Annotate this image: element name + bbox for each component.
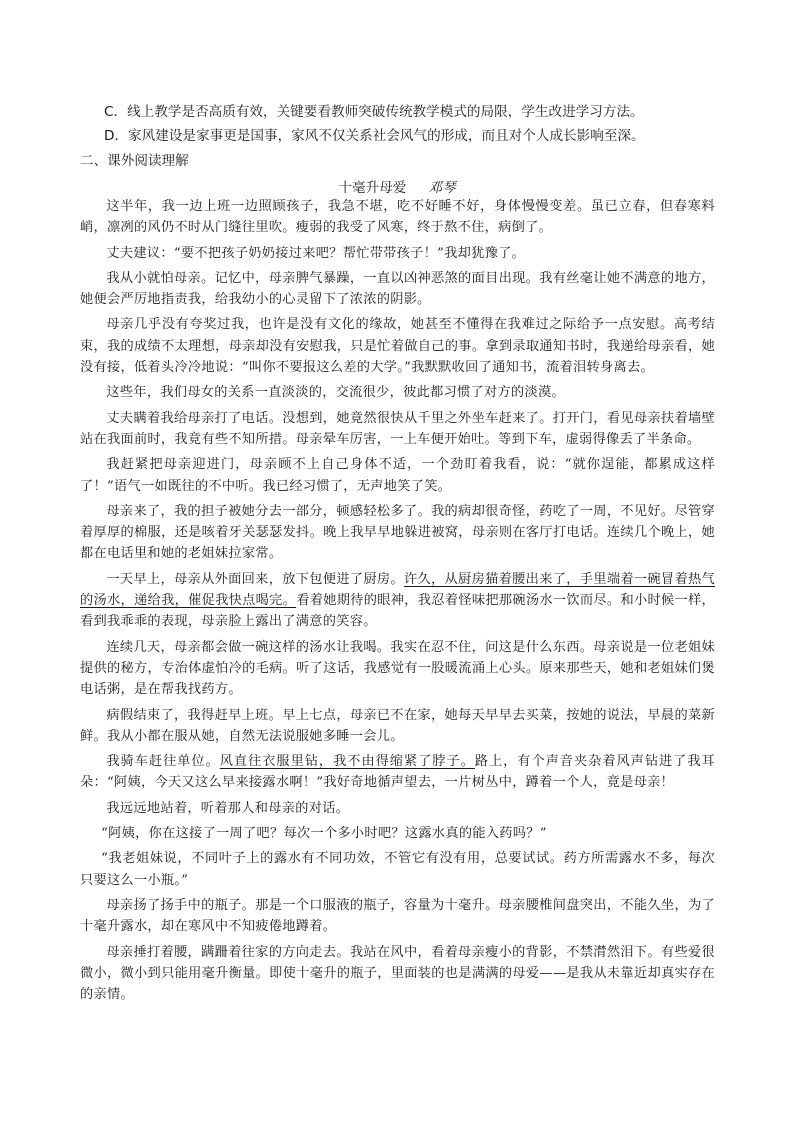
- option-c: C．线上教学是否高质有效，关键要看教师突破传统教学模式的局限，学生改进学习方法。: [104, 104, 644, 120]
- article-title-line: [0, 176, 794, 196]
- paragraph: 我远远地站着，听着那人和母亲的对话。: [106, 800, 350, 816]
- paragraph-text: 路上，有个声音夹杂着风声钻进了我耳朵：“阿姨，今天又这么早来接露水啊！”我好奇地循声望去，一片树丛中，蹲着一个人，竟是母亲！: [80, 754, 715, 791]
- paragraph: 母亲扬了扬手中的瓶子。那是一个口服液的瓶子，容量为十毫升。母亲腰椎间盘突出，不能久坐，为了十毫升露水，却在寒风中不知疲倦地蹲着。: [80, 897, 715, 935]
- paragraph-text: 我骑车赶往单位。: [106, 754, 220, 770]
- article-body: [80, 196, 715, 1009]
- paragraph: 我赶紧把母亲迎进门，母亲顾不上自己身体不适，一个劲盯着我看，说：“就你逞能，都累成这样了！”语气一如既往的不中听。我已经习惯了，无声地笑了笑。: [80, 457, 715, 494]
- paragraph: “我老姐妹说，不同叶子上的露水有不同功效，不管它有没有用，总要试试。药方所需露水不多，每次只要这么一小瓶。”: [80, 851, 715, 888]
- paragraph: 连续几天，母亲都会做一碗这样的汤水让我喝。我实在忍不住，问这是什么东西。母亲说是一位老姐妹提供的秘方，专治体虚怕冷的毛病。听了这话，我感觉有一股暖流涌上心头。原来那些天，她和老姐妹们煲电话粥，是在帮我找药方。: [80, 639, 715, 698]
- paragraph: 这些年，我们母女的关系一直淡淡的，交流很少，彼此都习惯了对方的淡漠。: [106, 385, 565, 401]
- paragraph: “阿姨，你在这接了一周了吧？每次一个多小时吧？这露水真的能入药吗？”: [101, 826, 547, 842]
- paragraph-text: 一天早上，母亲从外面回来，放下包便进了厨房。: [106, 571, 404, 587]
- paragraph: [80, 751, 715, 794]
- paragraph: 病假结束了，我得赶早上班。早上七点，母亲已不在家，她每天早早去买菜，按她的说法，早晨的菜新鲜。我从小都在服从她，自然无法说服她多睡一会儿。: [80, 707, 715, 744]
- paragraph: 这半年，我一边上班一边照顾孩子，我急不堪，吃不好睡不好，身体慢慢变差。虽已立春，但春寒料峭，凛冽的风仍不时从门缝往里吹。瘦弱的我受了风寒，终于熬不住，病倒了。: [80, 199, 715, 236]
- paragraph: [80, 569, 715, 633]
- paragraph: 丈夫瞒着我给母亲打了电话。没想到，她竟然很快从千里之外坐车赶来了。打开门，看见母亲扶着墙壁站在我面前时，我竟有些不知所措。母亲晕车厉害，一上车便开始吐。等到下车，虚弱得像丢了半条命。: [80, 410, 715, 447]
- paragraph: 母亲来了，我的担子被她分去一部分，顿感轻松多了。我的病却很奇怪，药吃了一周，不见好。尽管穿着厚厚的棉服，还是咳着牙关瑟瑟发抖。晚上我早早地躲进被窝，母亲则在客厅打电话。连续几个晚上，她都在电话里和她的老姐妹拉家常。: [80, 503, 715, 562]
- section-heading: 二、课外阅读理解: [80, 153, 189, 169]
- paragraph-text: 看着她期待的眼神，我忍着怪味把那碗汤水一饮而尽。和小时候一样，看到我乖乖的表现，母亲脸上露出了满意的笑容。: [80, 593, 715, 630]
- underlined-sentence: 许久，从厨房猫着腰出来了，手里端着一碗冒着热气的汤水，递给我，催促我快点喝完。: [80, 571, 715, 609]
- paragraph: 母亲捶打着腰，蹒跚着往家的方向走去。我站在风中，看着母亲瘦小的背影，不禁潸然泪下。有些爱很微小，微小到只能用毫升衡量。即使十毫升的瓶子，里面装的也是满满的母爱——是我从未靠近却真实存在的亲情。: [80, 944, 715, 1003]
- article-author: 邓琴: [428, 180, 456, 196]
- paragraph: 丈夫建议：“要不把孩子奶奶接过来吧？帮忙带带孩子！”我却犹豫了。: [106, 245, 526, 261]
- paragraph: 母亲几乎没有夸奖过我，也许是没有文化的缘故，她甚至不懂得在我难过之际给予一点安慰。高考结束，我的成绩不太理想，母亲却没有安慰我，只是忙着做自己的事。拿到录取通知书时，我递给母亲看，她没有接，低着头冷冷地说：“叫你不要报这么差的大学。”我默默收回了通知书，流着泪转身离去。: [80, 317, 715, 376]
- article-title: 十毫升母爱: [338, 180, 407, 196]
- underlined-sentence: 风直往衣服里钻，我不由得缩紧了脖子。: [219, 754, 475, 770]
- paragraph: 我从小就怕母亲。记忆中，母亲脾气暴躁，一直以凶神恶煞的面目出现。我有丝毫让她不满意的地方，她便会严厉地指责我，给我幼小的心灵留下了浓浓的阴影。: [80, 270, 715, 308]
- option-d: D．家风建设是家事更是国事，家风不仅关系社会风气的形成，而且对个人成长影响至深。: [104, 128, 645, 144]
